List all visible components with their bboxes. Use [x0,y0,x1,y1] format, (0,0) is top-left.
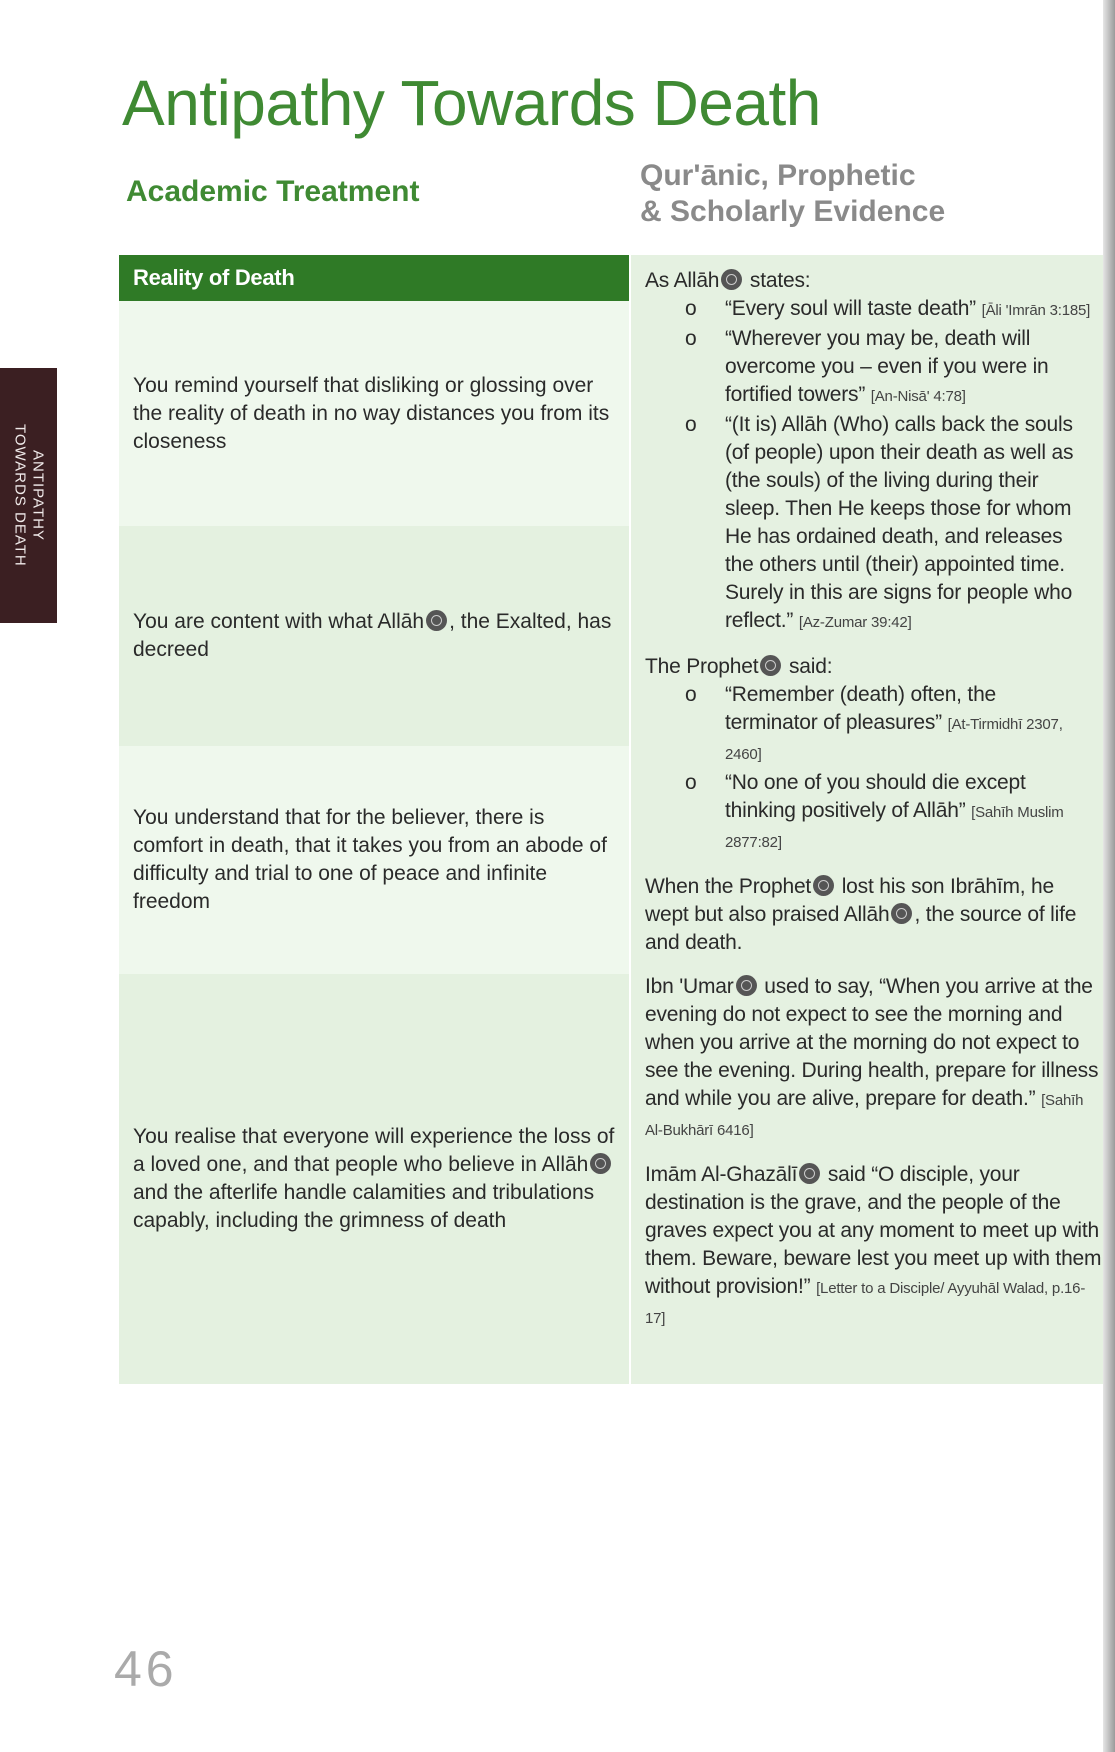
hadith-list [645,681,1103,857]
quran-verse: o “Wherever you may be, death will overcome you – even if you were in fortified towers” [An-Nisā' 4:78] [645,325,1103,411]
citation: [Sahīh Al-Bukhārī 6416] [645,1092,1084,1139]
treatment-text: You understand that for the believer, there is comfort in death, that it takes you from an abode of difficulty and trial to one of peace and infinite freedom [133,806,607,913]
honorific-icon [721,269,742,290]
honorific-icon [891,903,912,924]
right-column-heading: Qur'ānic, Prophetic & Scholarly Evidence [640,159,946,228]
treatment-row [119,301,629,526]
page-title: Antipathy Towards Death [122,67,821,139]
hadith-intro: The Prophet said: [645,655,833,678]
page-number: 46 [114,1641,178,1697]
treatment-text: You realise that everyone will experience the loss of a loved one, and that people who believe in Allāh and the afterlife handle calamities and tribulations capably, including the grimness of death [133,1125,615,1232]
treatment-column [119,255,629,1384]
treatment-row [119,746,629,974]
honorific-icon [760,655,781,676]
evidence-column [631,255,1103,1384]
honorific-icon [736,975,757,996]
side-tab-label: ANTIPATHY TOWARDS DEATH [11,424,47,567]
treatment-text: You are content with what Allāh , the Exalted, has decreed [133,610,612,661]
quran-intro: As Allāh states: [645,269,811,292]
hadith: o “No one of you should die except thinking positively of Allāh” [Sahīh Muslim 2877:82] [645,769,1103,857]
honorific-icon [799,1163,820,1184]
citation: [Az-Zumar 39:42] [798,614,912,631]
ghazali-paragraph: Imām Al-Ghazālī said “O disciple, your destination is the grave, and the people of the graves expect you at any moment to meet up with them. Beware, beware lest you meet up with them without provision!” [Letter to a Disciple/ Ayyuhāl Walad, p.16-17] [645,1163,1102,1327]
chapter-side-tab [0,368,57,623]
quran-verse: o “Every soul will taste death” [Āli 'Imrān 3:185] [645,295,1103,325]
honorific-icon [590,1153,611,1174]
treatment-text: You remind yourself that disliking or glossing over the reality of death in no way distances you from its closeness [133,373,610,453]
citation: [Letter to a Disciple/ Ayyuhāl Walad, p.16-17] [645,1280,1086,1327]
citation: [At-Tirmidhī 2307, 2460] [725,716,1063,763]
citation: [Āli 'Imrān 3:185] [981,302,1091,319]
citation: [Sahīh Muslim 2877:82] [725,804,1064,851]
quran-verse-list [645,295,1103,637]
honorific-icon [426,610,447,631]
quran-verse: o “(It is) Allāh (Who) calls back the souls (of people) upon their death as well as (the souls) of the living during their sleep. Then He keeps those for whom He has ordained death, and releases the others until (their) appointed time. Surely in this are signs for people who reflect.” [Az-Zumar 39:42] [645,411,1103,637]
citation: [An-Nisā' 4:78] [870,388,966,405]
treatment-row [119,974,629,1384]
section-header: Reality of Death [119,255,629,301]
hadith: o “Remember (death) often, the terminator of pleasures” [At-Tirmidhī 2307, 2460] [645,681,1103,769]
ibn-umar-paragraph: Ibn 'Umar used to say, “When you arrive at the evening do not expect to see the morning and when you arrive at the morning do not expect to see the evening. During health, prepare for illness and while you are alive, prepare for death.” [Sahīh Al-Bukhārī 6416] [645,975,1099,1139]
treatment-row [119,526,629,746]
honorific-icon [813,875,834,896]
ibrahim-paragraph: When the Prophet lost his son Ibrāhīm, he wept but also praised Allāh , the source of life and death. [645,875,1077,954]
left-column-heading: Academic Treatment [126,175,420,208]
page-edge-shadow [1103,0,1115,1752]
